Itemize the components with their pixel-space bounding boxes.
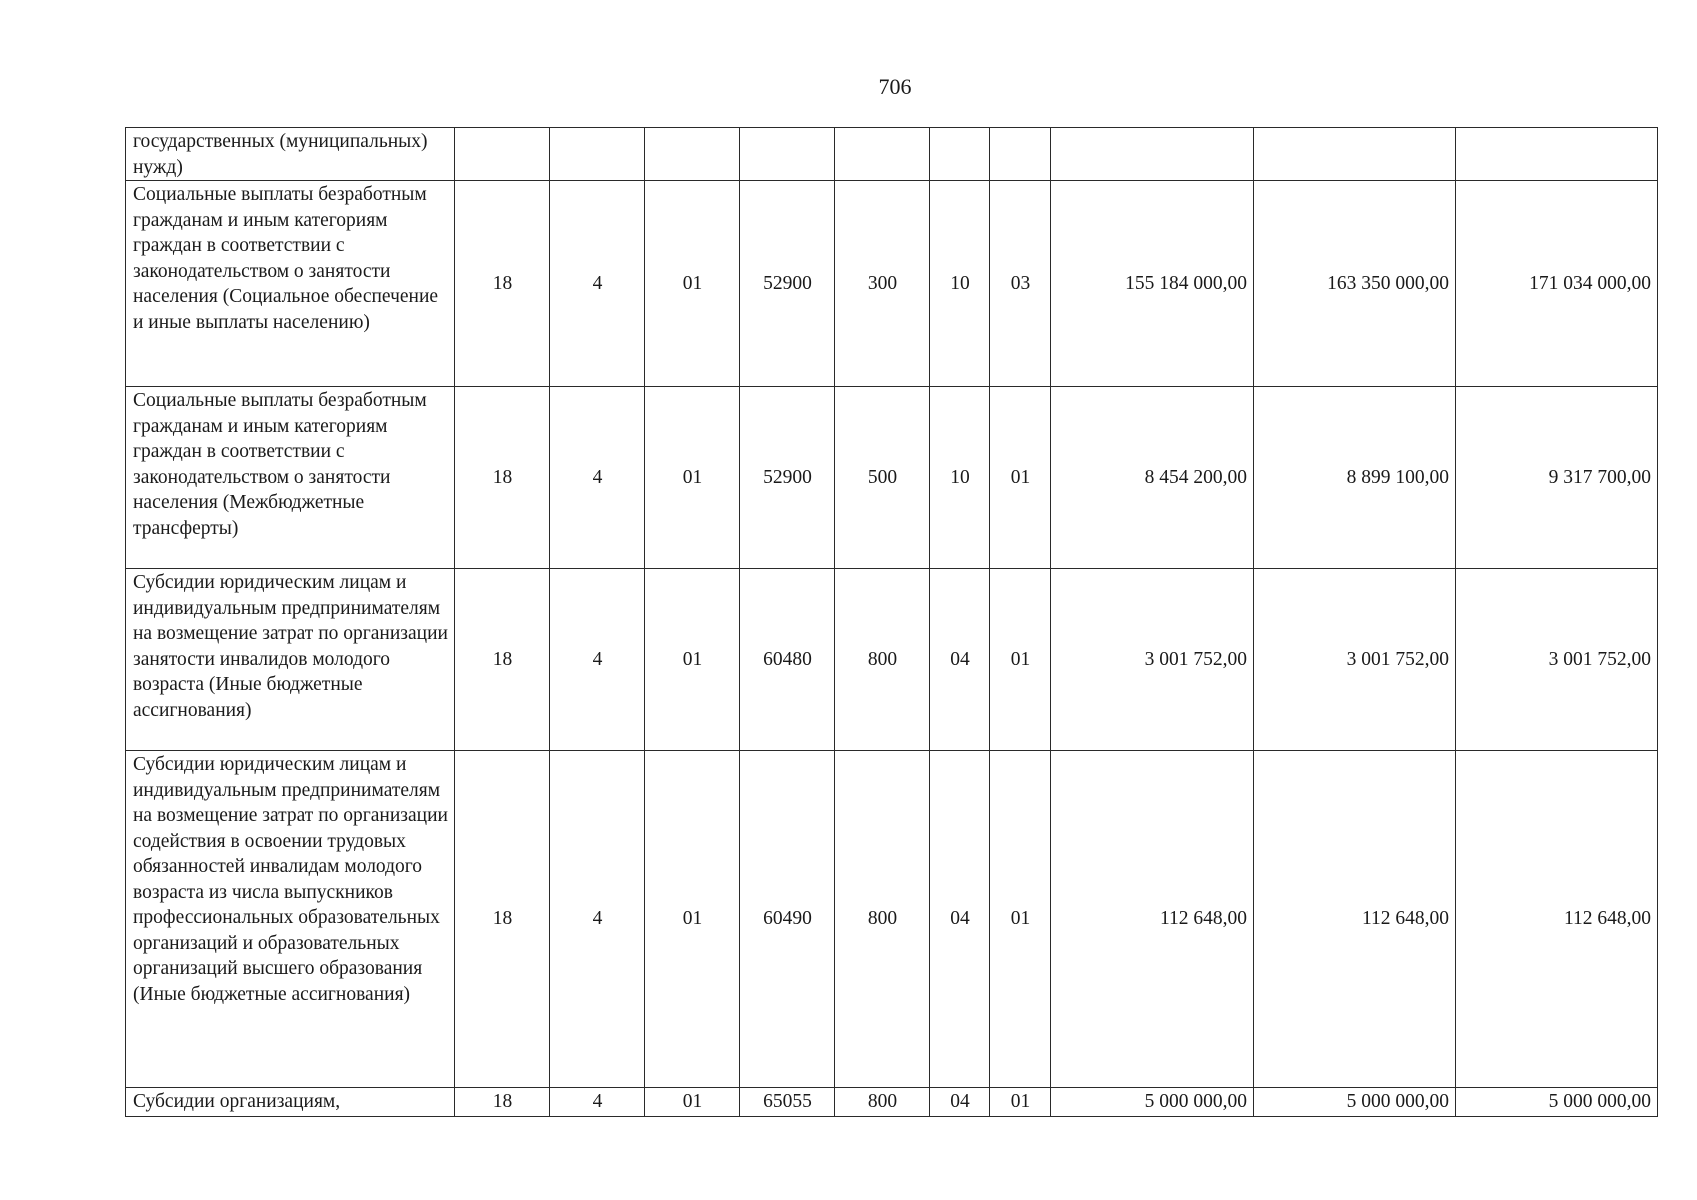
code-cell: 01: [645, 1088, 740, 1117]
row-description: Социальные выплаты безработным гражданам и иным категориям граждан в соответствии с законодательством о занятости населения (Межбюджетные трансферты): [126, 387, 455, 569]
amount-cell: 9 317 700,00: [1456, 387, 1658, 569]
code-cell: 01: [645, 387, 740, 569]
code-cell: [990, 128, 1051, 181]
code-cell: [740, 128, 835, 181]
amount-cell: [1456, 128, 1658, 181]
table-row: [126, 128, 1658, 181]
code-cell: 52900: [740, 181, 835, 387]
row-description: Социальные выплаты безработным гражданам и иным категориям граждан в соответствии с законодательством о занятости населения (Социальное обеспечение и иные выплаты населению): [126, 181, 455, 387]
code-cell: 800: [835, 569, 930, 751]
code-cell: [455, 128, 550, 181]
amount-cell: 112 648,00: [1254, 751, 1456, 1088]
row-description: Субсидии организациям,: [126, 1088, 455, 1117]
budget-table: [125, 127, 1658, 1117]
amount-cell: 8 899 100,00: [1254, 387, 1456, 569]
code-cell: 18: [455, 387, 550, 569]
amount-cell: 163 350 000,00: [1254, 181, 1456, 387]
code-cell: [550, 128, 645, 181]
code-cell: 01: [645, 181, 740, 387]
row-description: Субсидии юридическим лицам и индивидуальным предпринимателям на возмещение затрат по организации занятости инвалидов молодого возраста (Иные бюджетные ассигнования): [126, 569, 455, 751]
code-cell: 52900: [740, 387, 835, 569]
amount-cell: 3 001 752,00: [1254, 569, 1456, 751]
amount-cell: 171 034 000,00: [1456, 181, 1658, 387]
table-row: [126, 387, 1658, 569]
code-cell: 300: [835, 181, 930, 387]
code-cell: 18: [455, 751, 550, 1088]
code-cell: 01: [990, 569, 1051, 751]
code-cell: 01: [990, 1088, 1051, 1117]
amount-cell: 5 000 000,00: [1456, 1088, 1658, 1117]
row-description: государственных (муниципальных) нужд): [126, 128, 455, 181]
amount-cell: 3 001 752,00: [1051, 569, 1254, 751]
code-cell: 04: [930, 751, 990, 1088]
amount-cell: [1254, 128, 1456, 181]
amount-cell: 112 648,00: [1051, 751, 1254, 1088]
code-cell: 60480: [740, 569, 835, 751]
code-cell: 18: [455, 181, 550, 387]
table-row: [126, 181, 1658, 387]
code-cell: 4: [550, 181, 645, 387]
table-row: [126, 1088, 1658, 1117]
code-cell: [835, 128, 930, 181]
code-cell: 03: [990, 181, 1051, 387]
code-cell: 18: [455, 569, 550, 751]
code-cell: 60490: [740, 751, 835, 1088]
amount-cell: 5 000 000,00: [1254, 1088, 1456, 1117]
row-description: Субсидии юридическим лицам и индивидуальным предпринимателям на возмещение затрат по организации содействия в освоении трудовых обязанностей инвалидам молодого возраста из числа выпускников профессиональных образовательных организаций и образовательных организаций высшего образования (Иные бюджетные ассигнования): [126, 751, 455, 1088]
code-cell: 01: [645, 751, 740, 1088]
code-cell: 4: [550, 1088, 645, 1117]
table-row: [126, 569, 1658, 751]
code-cell: 500: [835, 387, 930, 569]
code-cell: 01: [990, 387, 1051, 569]
code-cell: 01: [645, 569, 740, 751]
code-cell: 4: [550, 569, 645, 751]
page-number: 706: [878, 74, 912, 99]
code-cell: 10: [930, 387, 990, 569]
code-cell: 01: [990, 751, 1051, 1088]
code-cell: 18: [455, 1088, 550, 1117]
code-cell: 04: [930, 569, 990, 751]
code-cell: [645, 128, 740, 181]
code-cell: 04: [930, 1088, 990, 1117]
code-cell: 4: [550, 751, 645, 1088]
code-cell: 4: [550, 387, 645, 569]
code-cell: 65055: [740, 1088, 835, 1117]
amount-cell: 5 000 000,00: [1051, 1088, 1254, 1117]
code-cell: 800: [835, 1088, 930, 1117]
amount-cell: [1051, 128, 1254, 181]
code-cell: 800: [835, 751, 930, 1088]
code-cell: 10: [930, 181, 990, 387]
table-row: [126, 751, 1658, 1088]
amount-cell: 3 001 752,00: [1456, 569, 1658, 751]
amount-cell: 155 184 000,00: [1051, 181, 1254, 387]
code-cell: [930, 128, 990, 181]
amount-cell: 112 648,00: [1456, 751, 1658, 1088]
amount-cell: 8 454 200,00: [1051, 387, 1254, 569]
